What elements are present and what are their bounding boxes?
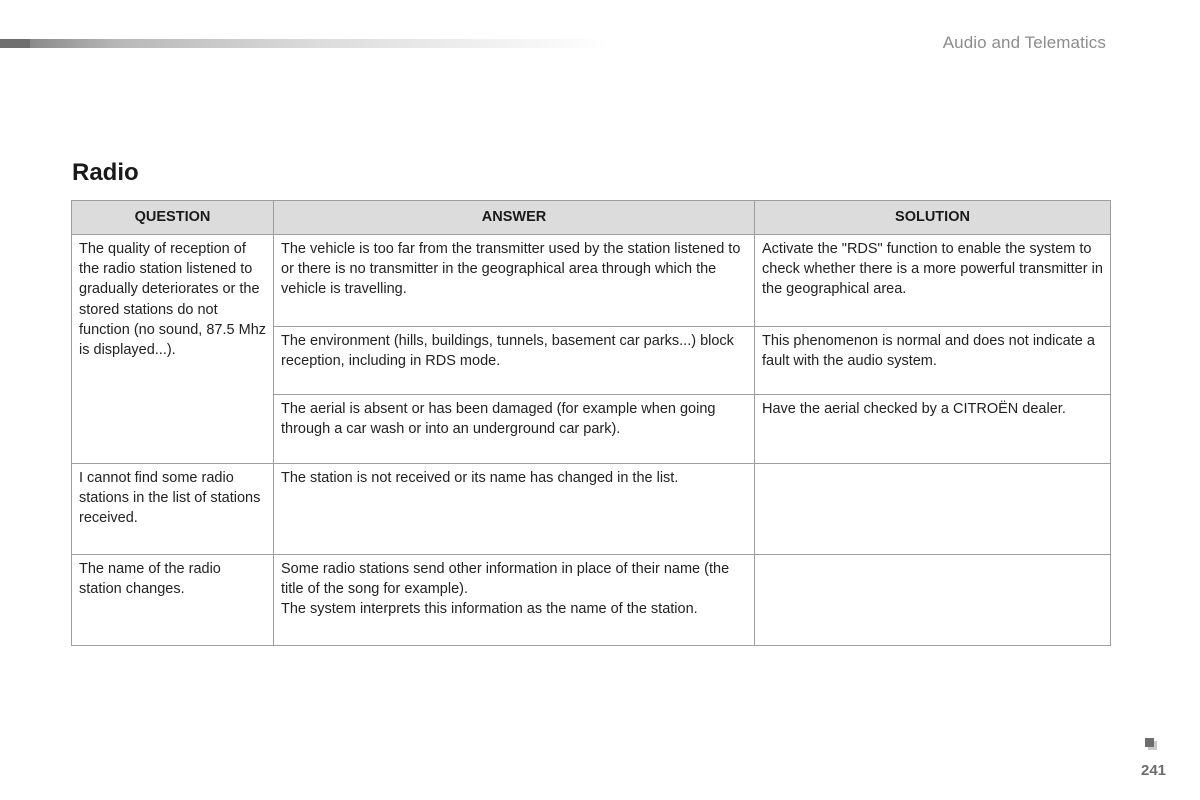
question-cell: I cannot find some radio stations in the list of stations received. (72, 464, 274, 555)
header-decorative-bar (0, 39, 610, 48)
solution-cell (755, 555, 1111, 646)
table-row (72, 464, 1111, 555)
solution-cell: Have the aerial checked by a CITROËN dealer. (755, 395, 1111, 464)
table-row (72, 235, 1111, 327)
column-header-question: QUESTION (72, 201, 274, 235)
table-header-row (72, 201, 1111, 235)
solution-cell (755, 464, 1111, 555)
answer-cell: The aerial is absent or has been damaged (for example when going through a car wash or into an underground car park). (274, 395, 755, 464)
radio-troubleshooting-table (71, 200, 1111, 646)
answer-cell: The station is not received or its name has changed in the list. (274, 464, 755, 555)
page-number: 241 (1141, 762, 1167, 779)
answer-cell: The vehicle is too far from the transmitter used by the station listened to or there is no transmitter in the geographical area through which the vehicle is travelling. (274, 235, 755, 327)
section-header: Audio and Telematics (942, 33, 1106, 52)
page-corner-marker (1145, 738, 1154, 747)
answer-cell: The environment (hills, buildings, tunnels, basement car parks...) block reception, including in RDS mode. (274, 327, 755, 395)
question-cell: The quality of reception of the radio station listened to gradually deteriorates or the stored stations do not function (no sound, 87.5 Mhz is displayed...). (72, 235, 274, 464)
column-header-answer: ANSWER (274, 201, 755, 235)
solution-cell: This phenomenon is normal and does not indicate a fault with the audio system. (755, 327, 1111, 395)
answer-cell: Some radio stations send other information in place of their name (the title of the song for example). The system interprets this information as the name of the station. (274, 555, 755, 646)
column-header-solution: SOLUTION (755, 201, 1111, 235)
table-row (72, 555, 1111, 646)
question-cell: The name of the radio station changes. (72, 555, 274, 646)
page-title: Radio (72, 159, 139, 186)
solution-cell: Activate the "RDS" function to enable the system to check whether there is a more powerful transmitter in the geographical area. (755, 235, 1111, 327)
